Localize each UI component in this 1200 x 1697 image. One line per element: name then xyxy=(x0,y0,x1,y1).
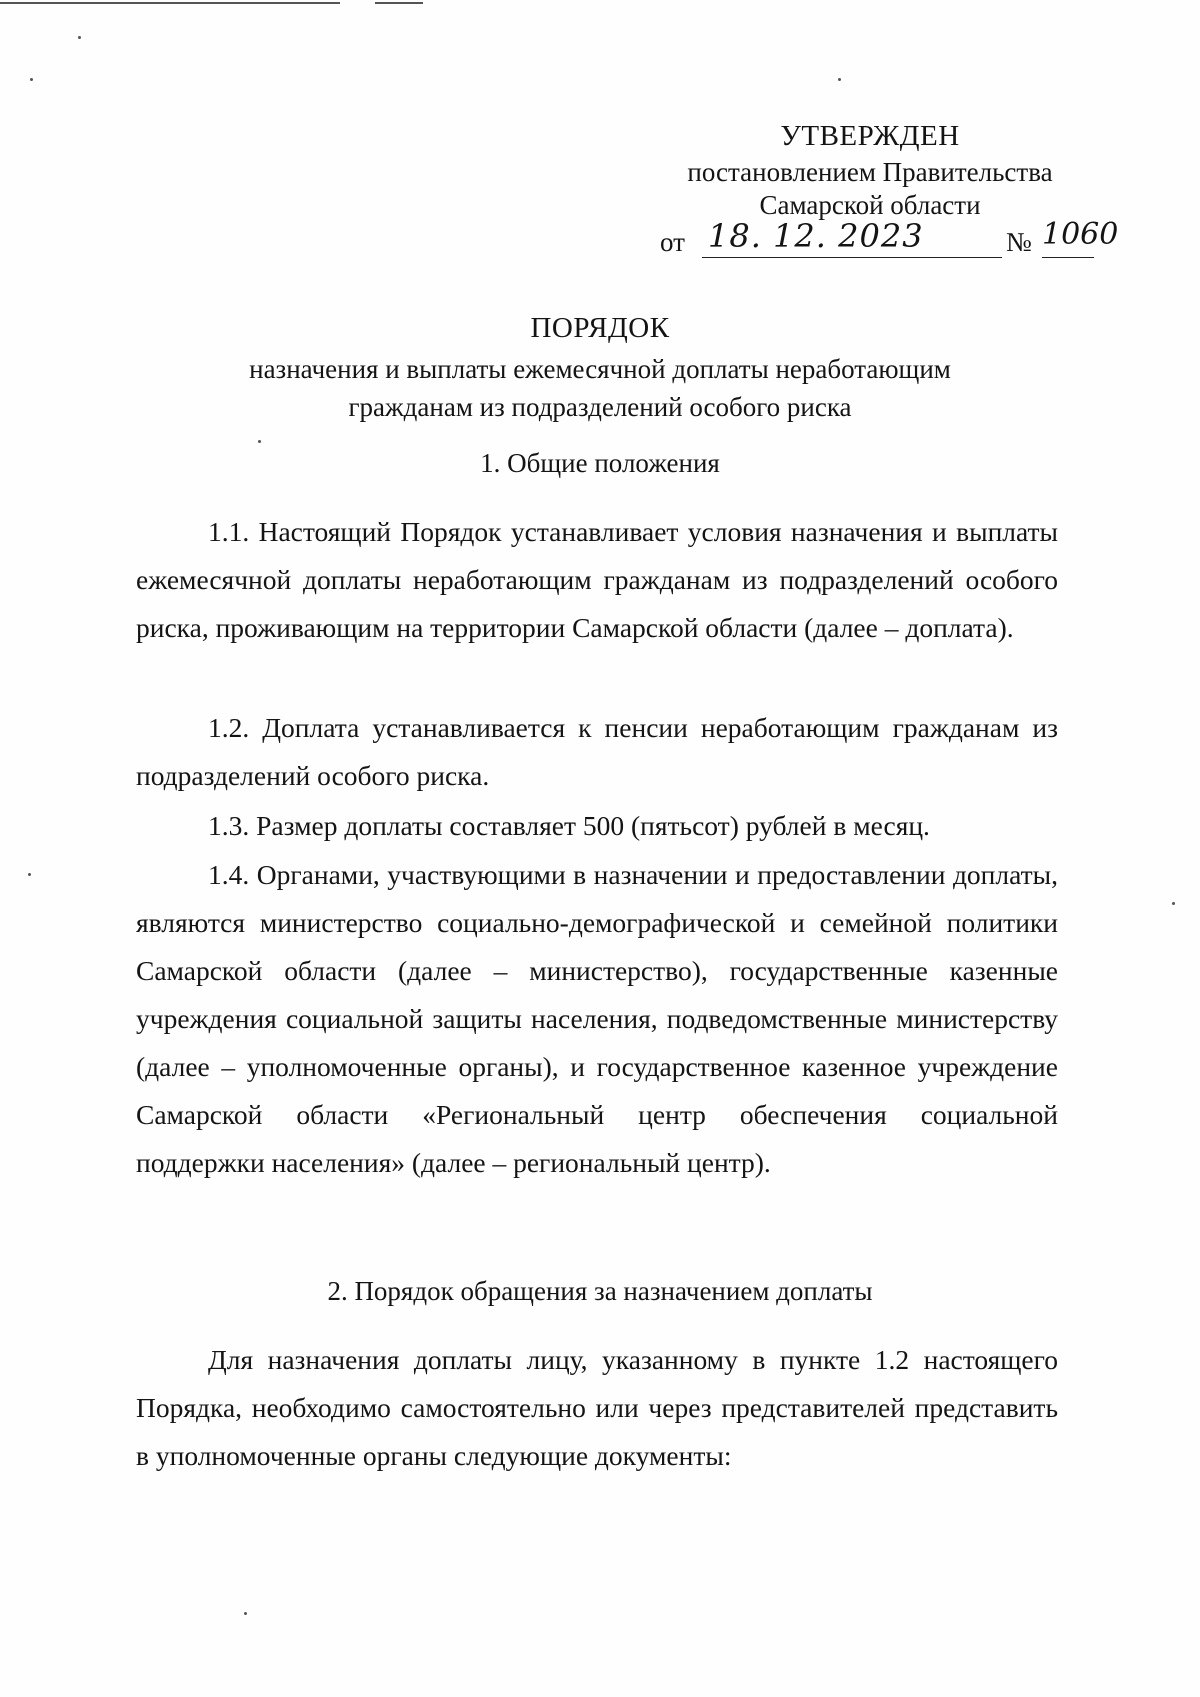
section-heading: 2. Порядок обращения за назначением доплаты xyxy=(327,1276,873,1306)
scan-speck xyxy=(78,36,81,39)
date-field xyxy=(702,215,1002,258)
scan-speck xyxy=(30,78,33,81)
number-field xyxy=(1042,215,1119,258)
approval-title: УТВЕРЖДЕН xyxy=(780,120,960,152)
paragraph-2-intro: Для назначения доплаты лицу, указанному в пункте 1.2 настоящего Порядка, необходимо самостоятельно или через представителей представить в уполномоченные органы следующие документы: xyxy=(136,1344,1058,1471)
section-heading: 1. Общие положения xyxy=(480,448,720,478)
document-subtitle-line: гражданам из подразделений особого риска xyxy=(348,392,852,422)
scan-speck xyxy=(28,873,31,876)
number-prefix: № xyxy=(1006,227,1032,257)
scan-artifact-line xyxy=(0,2,340,4)
paragraph-1-4: 1.4. Органами, участвующими в назначении и предоставлении доплаты, являются министерство социально-демографической и семейной политики Самарской области (далее – министерство), государственные казенные учреждения социальной защиты населения, подведомственные министерству (далее – уполномоченные органы), и государственное казенное учреждение Самарской области «Региональный центр обеспечения социальной поддержки населения» (далее – региональный центр). xyxy=(136,859,1058,1178)
approval-authority: постановлением Правительства xyxy=(687,157,1053,187)
approval-region: Самарской области xyxy=(759,190,981,220)
handwritten-date: 18. 12. 2023 xyxy=(708,217,924,255)
document-subtitle xyxy=(130,350,1070,426)
paragraph-1-3: 1.3. Размер доплаты составляет 500 (пятьсот) рублей в месяц. xyxy=(208,810,930,841)
handwritten-number: 1060 xyxy=(1042,217,1119,252)
paragraph-1-2: 1.2. Доплата устанавливается к пенсии неработающим гражданам из подразделений особого риска. xyxy=(136,712,1058,791)
scan-artifact-line xyxy=(375,2,423,4)
scan-speck xyxy=(244,1612,247,1615)
scan-speck xyxy=(258,440,261,443)
scan-speck xyxy=(838,78,841,81)
date-prefix: от xyxy=(660,227,685,257)
paragraph-1-1: 1.1. Настоящий Порядок устанавливает условия назначения и выплаты ежемесячной доплаты неработающим гражданам из подразделений особого риска, проживающим на территории Самарской области (далее – доплата). xyxy=(136,516,1058,643)
document-subtitle-line: назначения и выплаты ежемесячной доплаты неработающим xyxy=(249,354,951,384)
document-title: ПОРЯДОК xyxy=(530,312,670,344)
scan-speck xyxy=(1172,902,1175,905)
approval-date-number-row xyxy=(660,215,1119,259)
